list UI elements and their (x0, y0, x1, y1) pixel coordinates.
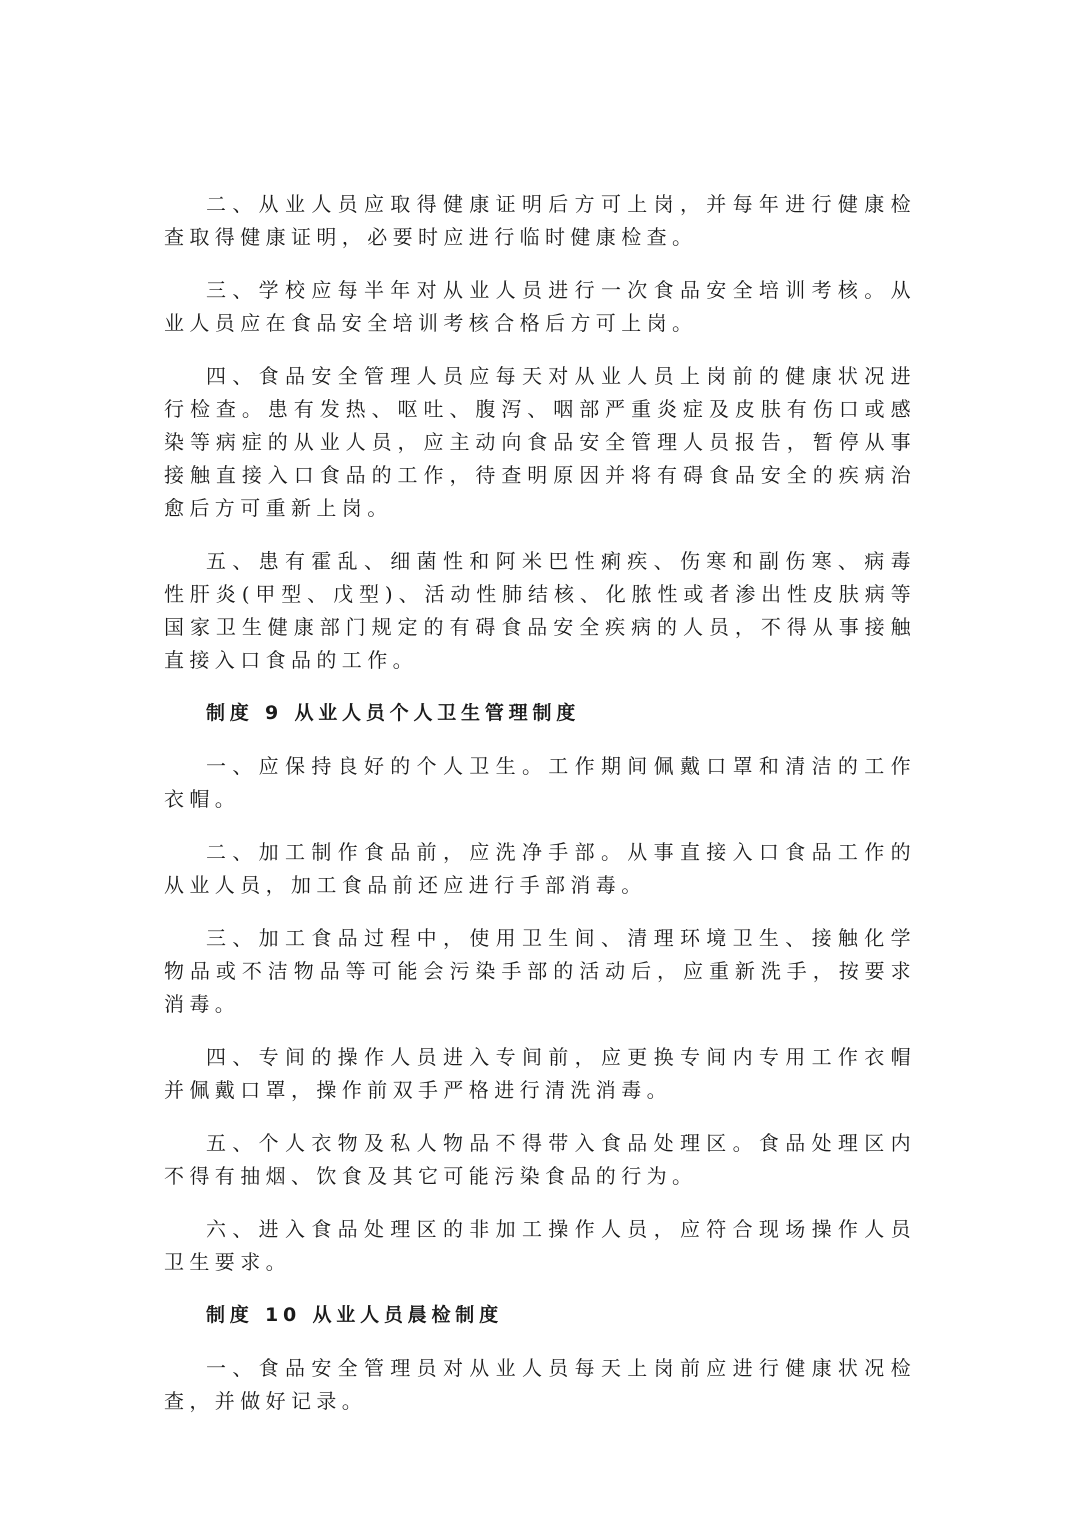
document-page (164, 188, 916, 1438)
paragraph: 二、从业人员应取得健康证明后方可上岗，并每年进行健康检查取得健康证明，必要时应进行临时健康检查。 (164, 192, 916, 249)
paragraph: 一、应保持良好的个人卫生。工作期间佩戴口罩和清洁的工作衣帽。 (164, 754, 916, 811)
paragraph: 五、患有霍乱、细菌性和阿米巴性痢疾、伤寒和副伤寒、病毒性肝炎(甲型、戊型)、活动性肺结核、化脓性或者渗出性皮肤病等国家卫生健康部门规定的有碍食品安全疾病的人员，不得从事接触直接入口食品的工作。 (164, 549, 916, 672)
paragraph: 四、专间的操作人员进入专间前，应更换专间内专用工作衣帽并佩戴口罩，操作前双手严格进行清洗消毒。 (164, 1045, 916, 1102)
paragraph: 四、食品安全管理人员应每天对从业人员上岗前的健康状况进行检查。患有发热、呕吐、腹泻、咽部严重炎症及皮肤有伤口或感染等病症的从业人员，应主动向食品安全管理人员报告，暂停从事接触直接入口食品的工作，待查明原因并将有碍食品安全的疾病治愈后方可重新上岗。 (164, 364, 916, 520)
section-heading: 制度 10 从业人员晨检制度 (206, 1304, 503, 1326)
paragraph: 二、加工制作食品前，应洗净手部。从事直接入口食品工作的从业人员，加工食品前还应进行手部消毒。 (164, 840, 916, 897)
paragraph: 六、进入食品处理区的非加工操作人员，应符合现场操作人员卫生要求。 (164, 1217, 916, 1274)
paragraph: 三、加工食品过程中，使用卫生间、清理环境卫生、接触化学物品或不洁物品等可能会污染手部的活动后，应重新洗手，按要求消毒。 (164, 926, 916, 1016)
paragraph: 一、食品安全管理员对从业人员每天上岗前应进行健康状况检查，并做好记录。 (164, 1356, 916, 1413)
paragraph: 五、个人衣物及私人物品不得带入食品处理区。食品处理区内不得有抽烟、饮食及其它可能污染食品的行为。 (164, 1131, 916, 1188)
section-heading: 制度 9 从业人员个人卫生管理制度 (206, 702, 581, 724)
paragraph: 三、学校应每半年对从业人员进行一次食品安全培训考核。从业人员应在食品安全培训考核合格后方可上岗。 (164, 278, 916, 335)
